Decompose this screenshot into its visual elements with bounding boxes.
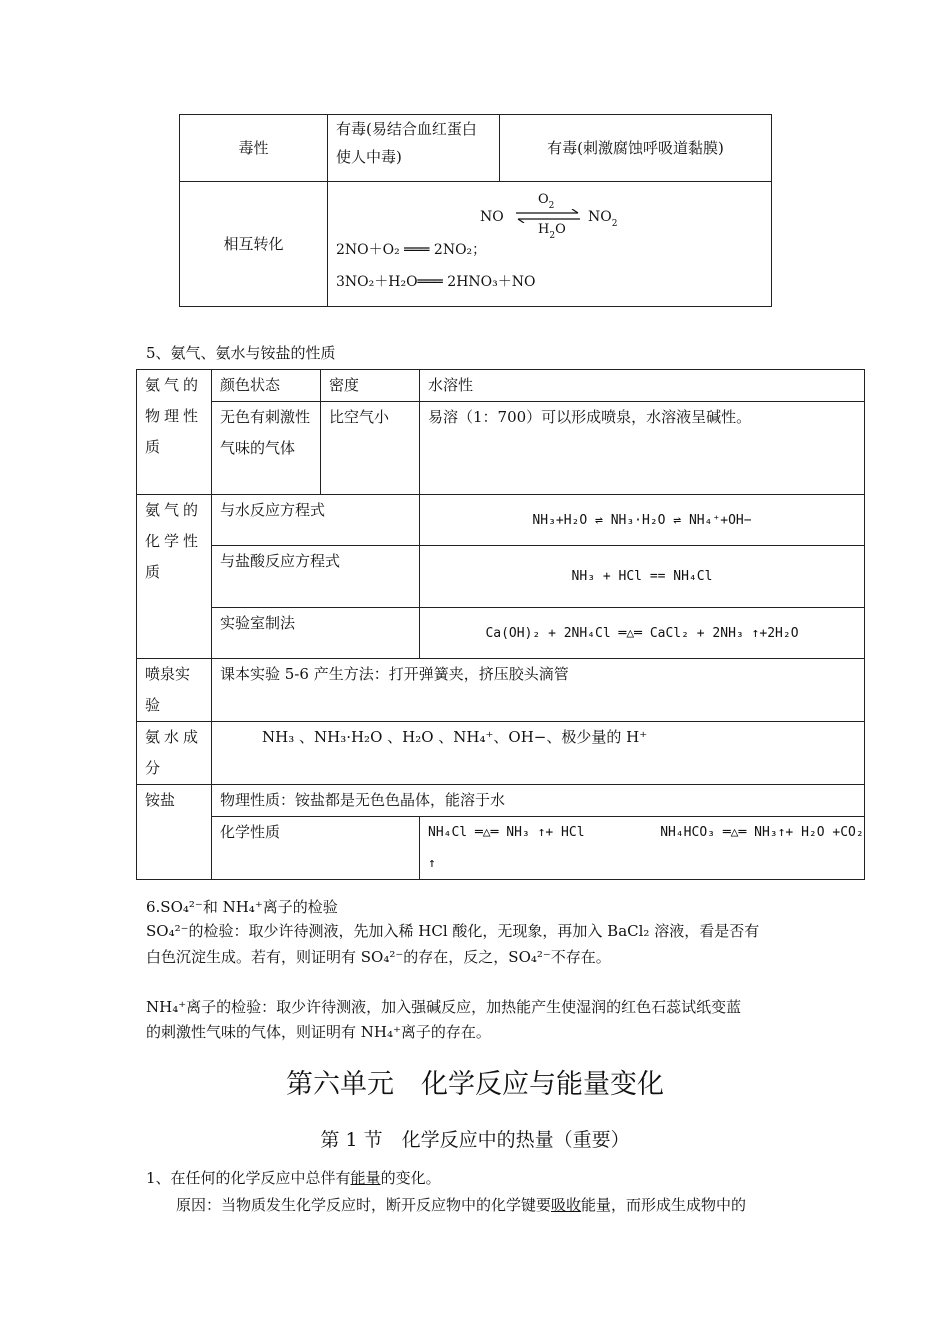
conversion-label: 相互转化 xyxy=(180,182,328,307)
reversible-arrow-icon xyxy=(514,209,582,223)
conv-right: $NO_2$ xyxy=(588,209,618,229)
reason: 原因：当物质发生化学反应时，断开反应物中的化学键要吸收能量，而形成生成物中的 xyxy=(176,1196,747,1214)
ammonia-water-text: NH₃ 、NH₃·H₂O 、H₂O 、NH₄⁺、OH−、极少量的 H⁺ xyxy=(212,722,865,785)
conv-eq1: 2NO＋O₂ ═══ 2NO₂； xyxy=(336,242,487,258)
v-solubility: 易溶（1：700）可以形成喷泉，水溶液呈碱性。 xyxy=(420,402,865,495)
v-density: 比空气小 xyxy=(321,402,420,495)
h-density: 密度 xyxy=(321,370,420,402)
so4-line1: SO₄²⁻的检验：取少许待测液，先加入稀 HCl 酸化，无现象，再加入 BaCl₂ 溶液，看是否有 xyxy=(146,922,760,940)
h-solubility: 水溶性 xyxy=(420,370,865,402)
no-toxicity: 有毒(易结合血红蛋白使人中毒) xyxy=(328,115,500,182)
conv-arrow-top: $O_2$ xyxy=(538,192,555,211)
conv-arrow-bottom: $H_2O$ xyxy=(538,222,566,241)
section6-title: 6.SO₄²⁻和 NH₄⁺离子的检验 xyxy=(146,898,338,916)
h-color: 颜色状态 xyxy=(212,370,321,402)
reason-underline: 吸收 xyxy=(551,1196,582,1214)
point1-underline: 能量 xyxy=(350,1169,381,1187)
r2-eq: NH₃ + HCl == NH₄Cl xyxy=(420,546,865,608)
salt-chem-eqs xyxy=(420,817,865,880)
point1: 1、在任何的化学反应中总伴有能量的变化。 xyxy=(146,1169,441,1187)
salt-eq2: NH₄HCO₃ ═△═ NH₃↑+ H₂O +CO₂ ↑ xyxy=(428,825,864,871)
nh4-line1: NH₄⁺离子的检验：取少许待测液，加入强碱反应，加热能产生使湿润的红色石蕊试纸变蓝 xyxy=(146,998,742,1016)
r3-label: 实验室制法 xyxy=(212,608,420,659)
ammonia-water-label: 氨水成分 xyxy=(137,722,212,785)
salt-label: 铵盐 xyxy=(137,785,212,880)
r1-label: 与水反应方程式 xyxy=(212,495,420,546)
fountain-label: 喷泉实验 xyxy=(137,659,212,722)
r1-eq: NH₃+H₂O ⇌ NH₃·H₂O ⇌ NH₄⁺+OH− xyxy=(420,495,865,546)
ammonia-table xyxy=(136,369,865,880)
conv-left: NO xyxy=(480,209,504,225)
r2-label: 与盐酸反应方程式 xyxy=(212,546,420,608)
r3-eq: Ca(OH)₂ + 2NH₄Cl ═△═ CaCl₂ + 2NH₃ ↑+2H₂O xyxy=(420,608,865,659)
salt-eq1: NH₄Cl ═△═ NH₃ ↑+ HCl xyxy=(428,825,585,840)
salt-chem-label: 化学性质 xyxy=(212,817,420,880)
so4-line2: 白色沉淀生成。若有，则证明有 SO₄²⁻的存在，反之，SO₄²⁻不存在。 xyxy=(146,948,611,966)
toxicity-label: 毒性 xyxy=(180,115,328,182)
section5-title: 5、氨气、氨水与铵盐的性质 xyxy=(146,344,336,362)
toxicity-table xyxy=(179,114,772,307)
nh4-line2: 的刺激性气味的气体，则证明有 NH₄⁺离子的存在。 xyxy=(146,1023,491,1041)
fountain-text: 课本实验 5-6 产生方法：打开弹簧夹，挤压胶头滴管 xyxy=(212,659,865,722)
unit-title: 第六单元 化学反应与能量变化 xyxy=(286,1069,664,1100)
conv-eq2: 3NO₂＋H₂O═══ 2HNO₃＋NO xyxy=(336,274,536,290)
no2-toxicity: 有毒(刺激腐蚀呼吸道黏膜) xyxy=(500,115,772,182)
conversion-cell xyxy=(328,182,772,307)
v-color: 无色有刺激性气味的气体 xyxy=(212,402,321,495)
chem-label: 氨气的化学性质 xyxy=(137,495,212,659)
salt-phys: 物理性质：铵盐都是无色色晶体，能溶于水 xyxy=(212,785,865,817)
phys-label: 氨气的物理性质 xyxy=(137,370,212,495)
section-title: 第 1 节 化学反应中的热量（重要） xyxy=(320,1129,630,1151)
